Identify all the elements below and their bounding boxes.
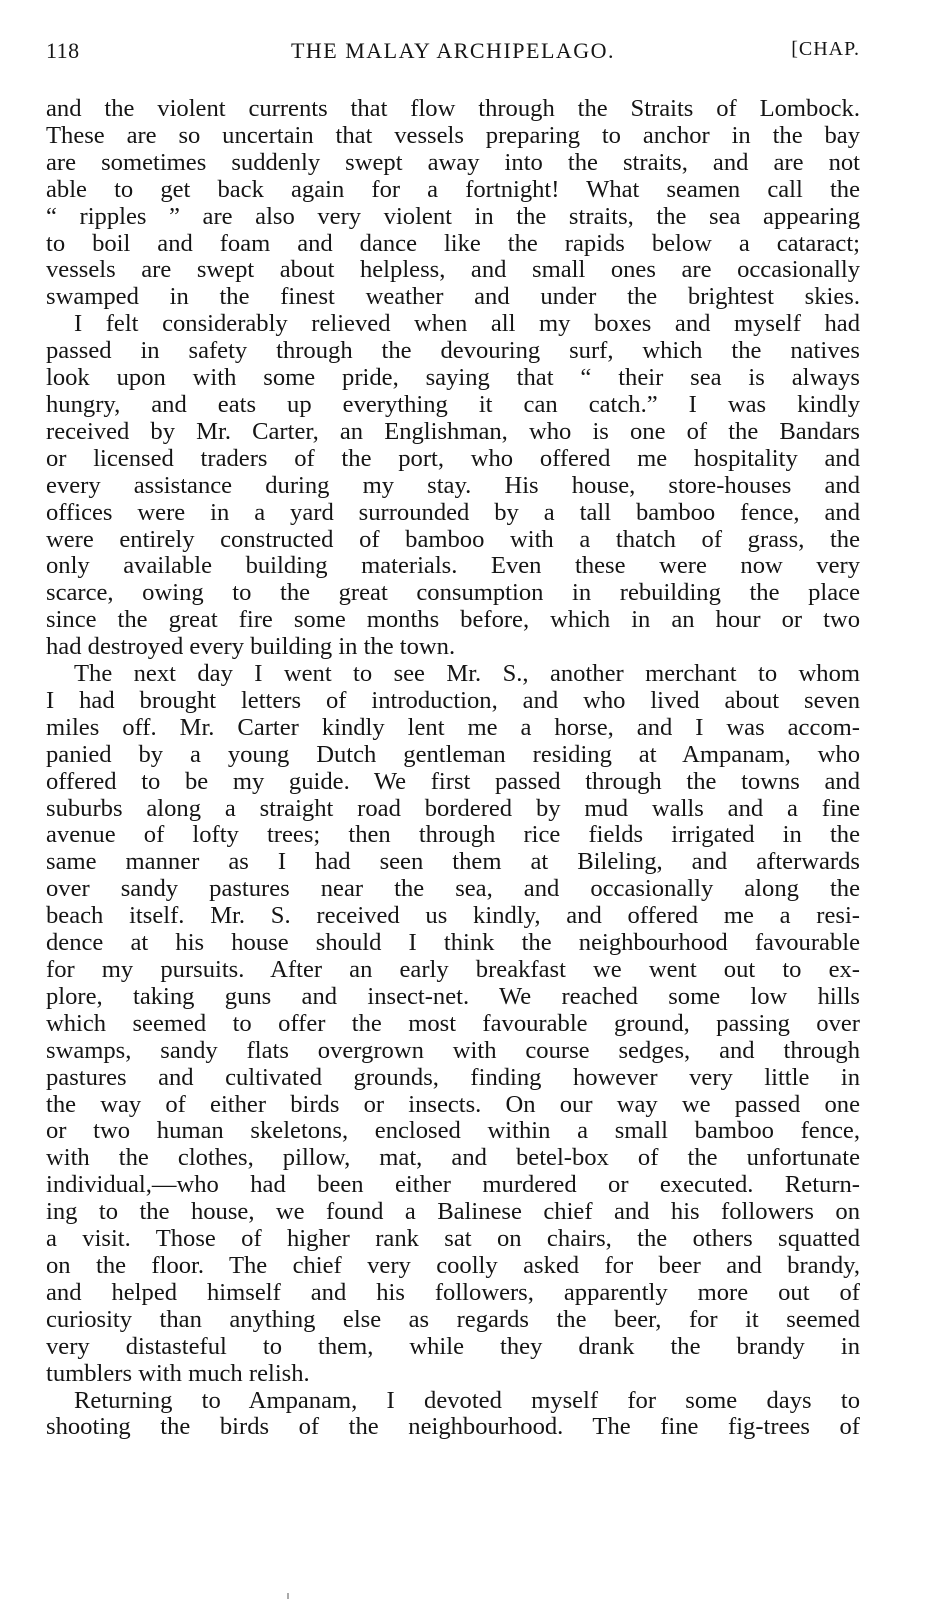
text-line: on the floor. The chief very coolly asked for beer and brandy,	[46, 1252, 860, 1279]
text-line: avenue of lofty trees; then through rice fields irrigated in the	[46, 822, 860, 849]
text-line: curiosity than anything else as regards the beer, for it seemed	[46, 1306, 860, 1333]
text-line: received by Mr. Carter, an Englishman, who is one of the Bandars	[46, 418, 860, 445]
text-line: only available building materials. Even these were now very	[46, 553, 860, 580]
text-line: suburbs along a straight road bordered by mud walls and a fine	[46, 795, 860, 822]
text-line: every assistance during my stay. His house, store-houses and	[46, 472, 860, 499]
text-line: ing to the house, we found a Balinese chief and his followers on	[46, 1199, 860, 1226]
text-line: swamps, sandy flats overgrown with course sedges, and through	[46, 1037, 860, 1064]
text-line: dence at his house should I think the neighbourhood favourable	[46, 930, 860, 957]
text-line: “ ripples ” are also very violent in the straits, the sea appearing	[46, 203, 860, 230]
text-line: to boil and foam and dance like the rapids below a cataract;	[46, 230, 860, 257]
text-line: which seemed to offer the most favourable ground, passing over	[46, 1010, 860, 1037]
paragraph-arrival	[46, 311, 860, 661]
text-line: shooting the birds of the neighbourhood. The fine fig-trees of	[46, 1414, 860, 1441]
body-text	[46, 96, 860, 1441]
running-head	[46, 38, 860, 68]
text-line: since the great fire some months before, which in an hour or two	[46, 607, 860, 634]
text-line: the way of either birds or insects. On our way we passed one	[46, 1091, 860, 1118]
text-line: same manner as I had seen them at Bileling, and afterwards	[46, 849, 860, 876]
text-line: very distasteful to them, while they drank the brandy in	[46, 1333, 860, 1360]
chapter-abbreviation: [CHAP.	[791, 38, 860, 60]
text-line: beach itself. Mr. S. received us kindly, and offered me a resi-	[46, 903, 860, 930]
text-line: a visit. Those of higher rank sat on chairs, the others squatted	[46, 1226, 860, 1253]
text-line: offices were in a yard surrounded by a tall bamboo fence, and	[46, 499, 860, 526]
text-line: I had brought letters of introduction, and who lived about seven	[46, 687, 860, 714]
text-line: plore, taking guns and insect-net. We reached some low hills	[46, 983, 860, 1010]
text-line: were entirely constructed of bamboo with a thatch of grass, the	[46, 526, 860, 553]
text-line: panied by a young Dutch gentleman residing at Ampanam, who	[46, 741, 860, 768]
paragraph-continuation	[46, 96, 860, 311]
page-number: 118	[46, 38, 80, 63]
text-line: individual,—who had been either murdered or executed. Return-	[46, 1172, 860, 1199]
paragraph-visit	[46, 661, 860, 1387]
text-line: pastures and cultivated grounds, finding however very little in	[46, 1064, 860, 1091]
text-line: tumblers with much relish.	[46, 1360, 310, 1387]
text-line: swamped in the finest weather and under the brightest skies.	[46, 284, 860, 311]
text-line: over sandy pastures near the sea, and occasionally along the	[46, 876, 860, 903]
text-line: for my pursuits. After an early breakfast we went out to ex-	[46, 957, 860, 983]
text-line: and helped himself and his followers, apparently more out of	[46, 1279, 860, 1306]
text-line: or licensed traders of the port, who offered me hospitality and	[46, 445, 860, 472]
running-title: THE MALAY ARCHIPELAGO.	[290, 38, 616, 63]
text-line: passed in safety through the devouring surf, which the natives	[46, 338, 860, 365]
text-line: offered to be my guide. We first passed through the towns and	[46, 768, 860, 795]
text-line: These are so uncertain that vessels preparing to anchor in the bay	[46, 122, 860, 149]
text-line: or two human skeletons, enclosed within a small bamboo fence,	[46, 1118, 860, 1145]
text-line: look upon with some pride, saying that “ their sea is always	[46, 365, 860, 392]
text-line: miles off. Mr. Carter kindly lent me a horse, and I was accom-	[46, 714, 860, 741]
text-line: had destroyed every building in the town.	[46, 634, 456, 661]
text-line: vessels are swept about helpless, and small ones are occasionally	[46, 257, 860, 284]
text-line: and the violent currents that flow through the Straits of Lombock.	[46, 96, 860, 122]
text-line: Returning to Ampanam, I devoted myself for some days to	[74, 1387, 860, 1414]
text-line: scarce, owing to the great consumption in rebuilding the place	[46, 580, 860, 607]
text-line: with the clothes, pillow, mat, and betel-box of the unfortunate	[46, 1145, 860, 1172]
text-line: I felt considerably relieved when all my boxes and myself had	[74, 311, 860, 338]
text-line: hungry, and eats up everything it can catch.” I was kindly	[46, 391, 860, 418]
paragraph-ampanam	[46, 1388, 860, 1442]
text-line: able to get back again for a fortnight! What seamen call the	[46, 176, 860, 203]
page-edge-mark	[287, 1593, 289, 1599]
text-line: The next day I went to see Mr. S., another merchant to whom	[74, 661, 860, 688]
text-line: are sometimes suddenly swept away into the straits, and are not	[46, 149, 860, 176]
